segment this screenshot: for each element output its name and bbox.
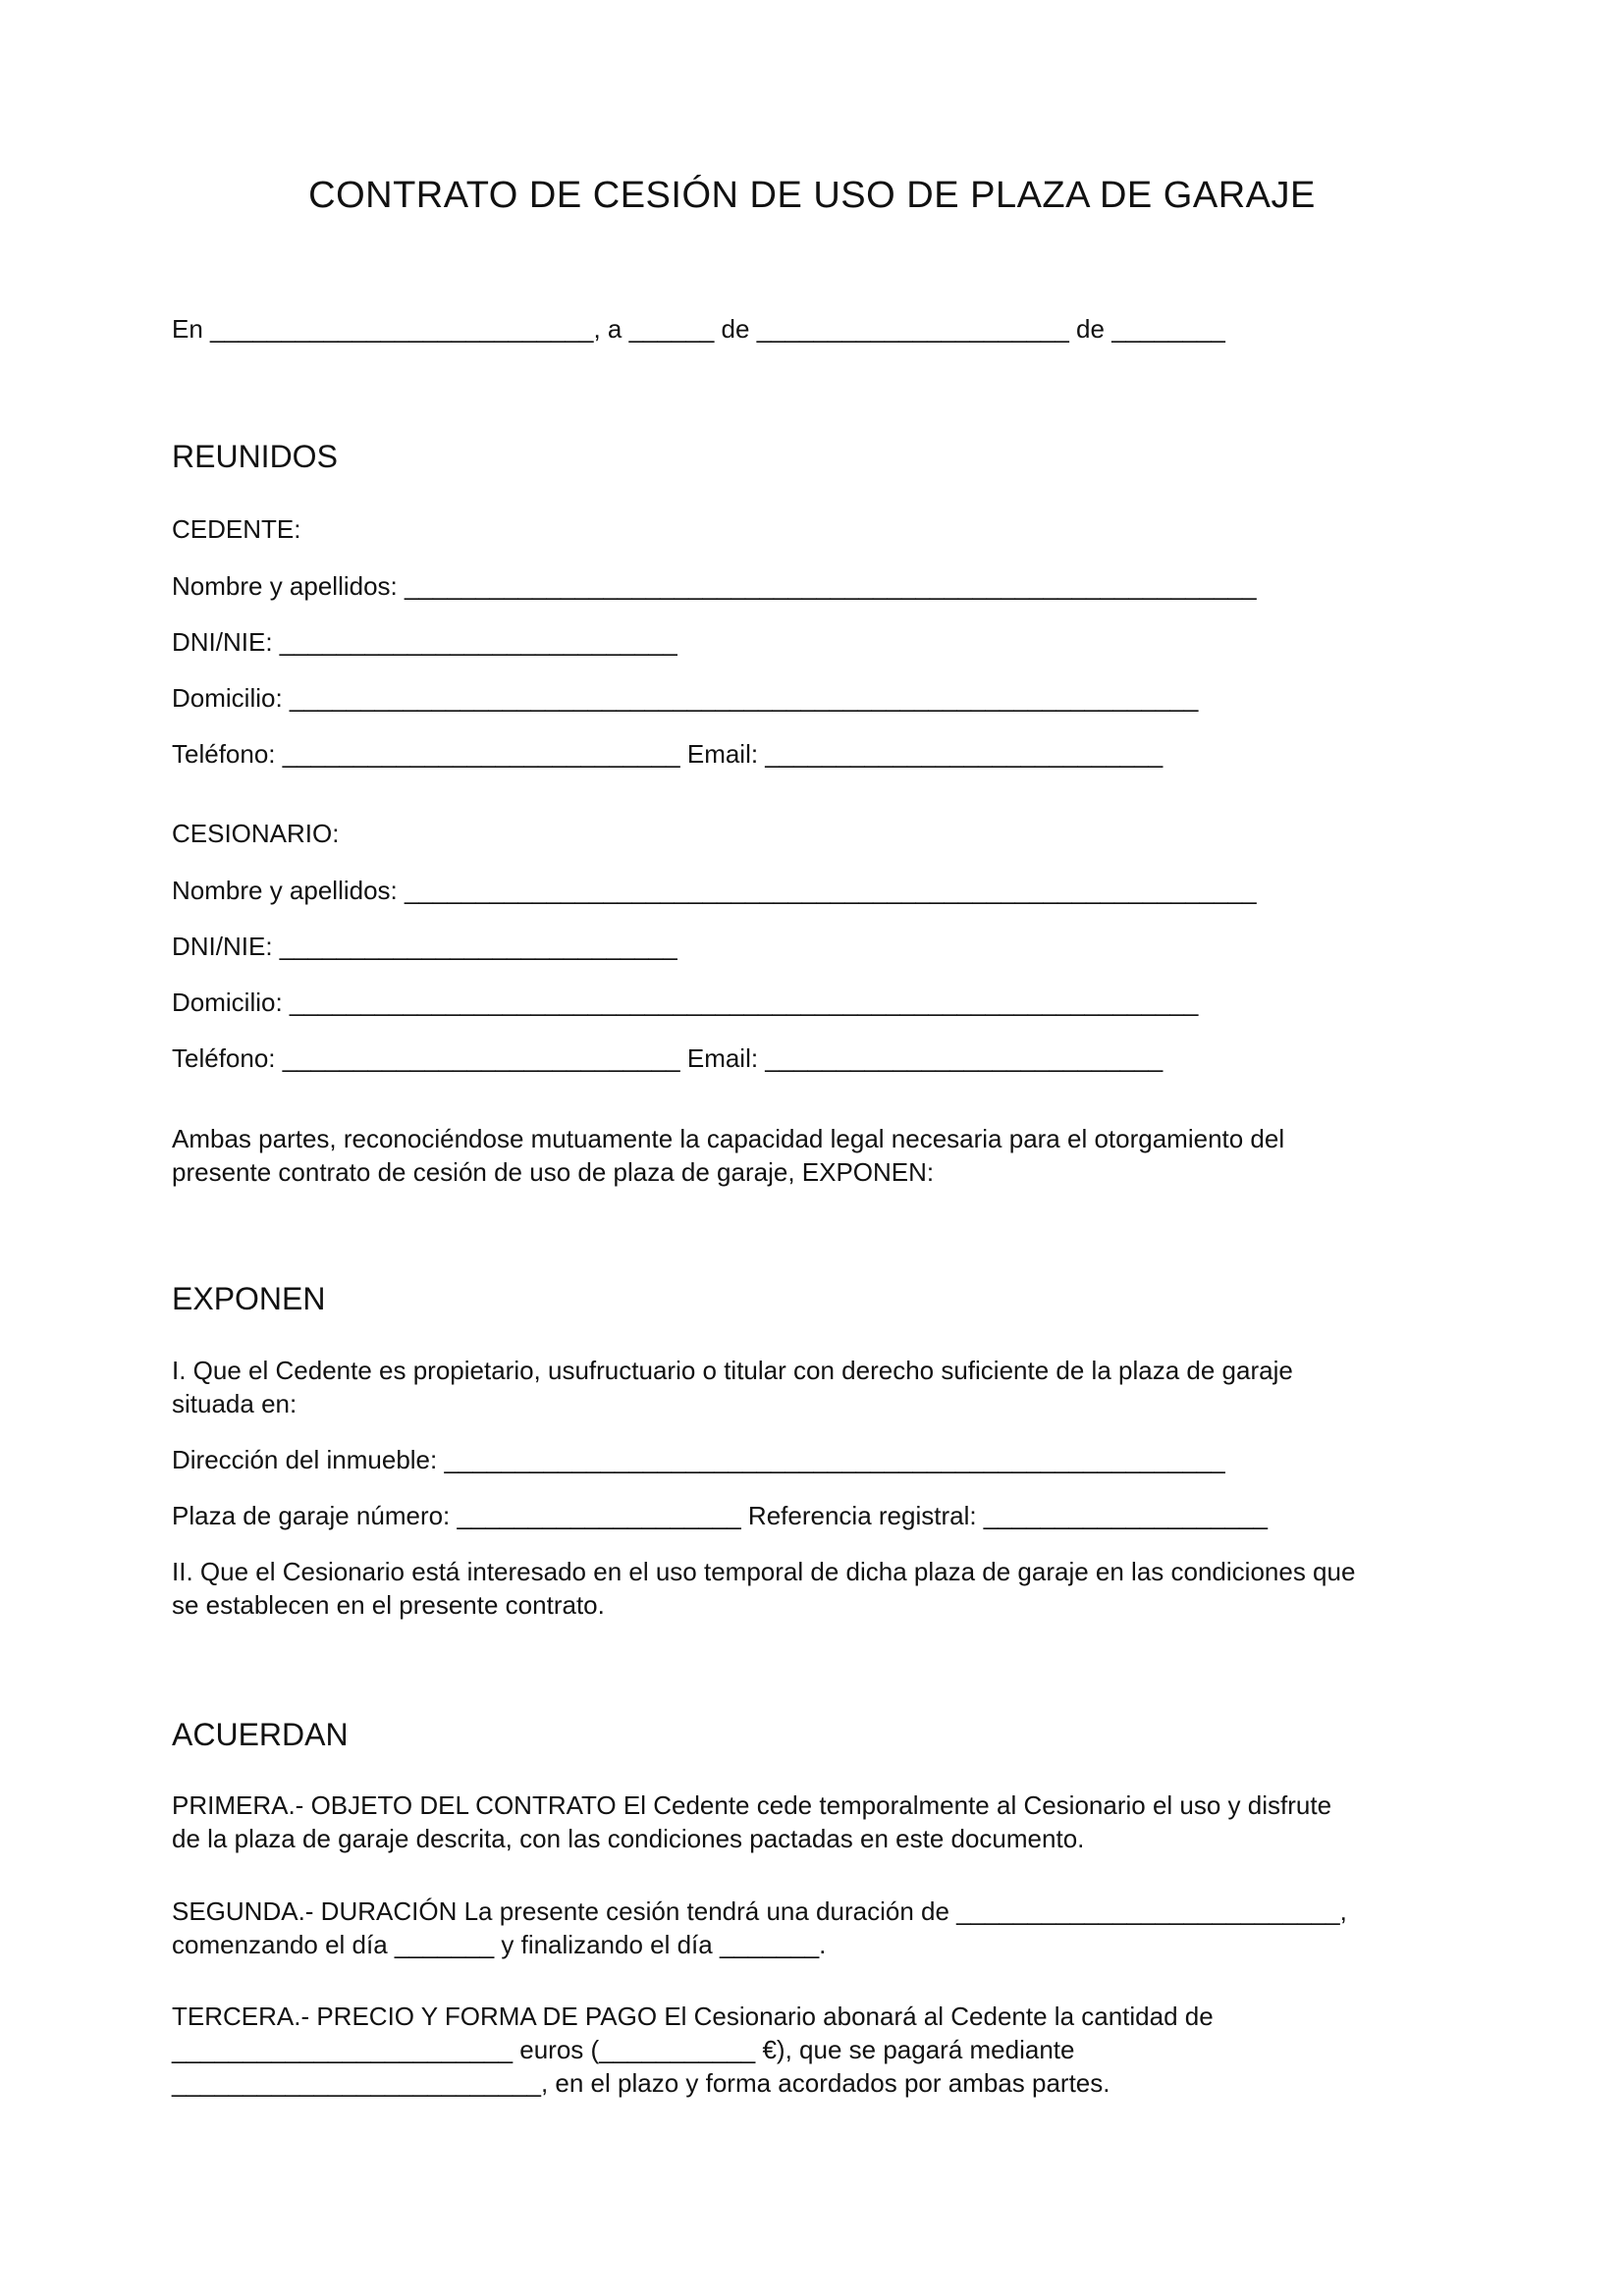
paragraph-line: Ambas partes, reconociéndose mutuamente la capacidad legal necesaria para el otorgamiento del [172, 1124, 1285, 1153]
paragraph-line: presente contrato de cesión de uso de plaza de garaje, EXPONEN: [172, 1157, 935, 1187]
cedente-dni-field: DNI/NIE: ____________________________ [172, 627, 677, 657]
paragraph-line: II. Que el Cesionario está interesado en el uso temporal de dicha plaza de garaje en las condiciones que [172, 1557, 1356, 1586]
paragraph-line: I. Que el Cedente es propietario, usufructuario o titular con derecho suficiente de la plaza de garaje [172, 1356, 1293, 1385]
section-heading-reunidos: REUNIDOS [172, 439, 338, 474]
paragraph-line: comenzando el día _______ y finalizando el día _______. [172, 1930, 827, 1959]
cesionario-dni-field: DNI/NIE: ____________________________ [172, 932, 677, 961]
clausula-tercera [172, 2000, 1458, 2100]
paragraph-line: de la plaza de garaje descrita, con las condiciones pactadas en este documento. [172, 1824, 1085, 1853]
paragraph-line: TERCERA.- PRECIO Y FORMA DE PAGO El Cesionario abonará al Cedente la cantidad de [172, 2002, 1214, 2031]
cedente-telefono-email-field: Teléfono: ____________________________ Email: ____________________________ [172, 739, 1164, 769]
clausula-segunda [172, 1895, 1458, 1961]
cesionario-nombre-field: Nombre y apellidos: ____________________________________________________________ [172, 876, 1257, 905]
paragraph-line: __________________________, en el plazo y forma acordados por ambas partes. [172, 2068, 1110, 2098]
cesionario-telefono-email-field: Teléfono: ____________________________ Email: ____________________________ [172, 1043, 1164, 1073]
paragraph-line: ________________________ euros (___________ €), que se pagará mediante [172, 2035, 1075, 2064]
clausula-primera [172, 1789, 1458, 1855]
exponen-punto-2 [172, 1555, 1458, 1622]
document-title: CONTRATO DE CESIÓN DE USO DE PLAZA DE GARAJE [308, 175, 1316, 216]
cesionario-domicilio-field: Domicilio: ________________________________________________________________ [172, 988, 1199, 1017]
cedente-label: CEDENTE: [172, 514, 301, 544]
paragraph-line: situada en: [172, 1389, 298, 1418]
ambas-partes-paragraph [172, 1122, 1458, 1189]
cesionario-label: CESIONARIO: [172, 819, 340, 848]
direccion-inmueble-field: Dirección del inmueble: _______________________________________________________ [172, 1445, 1225, 1474]
cedente-nombre-field: Nombre y apellidos: ____________________________________________________________ [172, 571, 1257, 601]
paragraph-line: se establecen en el presente contrato. [172, 1590, 605, 1620]
paragraph-line: PRIMERA.- OBJETO DEL CONTRATO El Cedente cede temporalmente al Cesionario el uso y disfrute [172, 1790, 1332, 1820]
plaza-referencia-field: Plaza de garaje número: ____________________ Referencia registral: ____________________ [172, 1501, 1269, 1530]
cedente-domicilio-field: Domicilio: ________________________________________________________________ [172, 683, 1199, 713]
place-date-line: En ___________________________, a ______ de ______________________ de ________ [172, 314, 1225, 344]
section-heading-exponen: EXPONEN [172, 1281, 326, 1316]
exponen-punto-1 [172, 1354, 1458, 1420]
paragraph-line: SEGUNDA.- DURACIÓN La presente cesión tendrá una duración de ___________________________, [172, 1896, 1347, 1926]
section-heading-acuerdan: ACUERDAN [172, 1717, 349, 1752]
